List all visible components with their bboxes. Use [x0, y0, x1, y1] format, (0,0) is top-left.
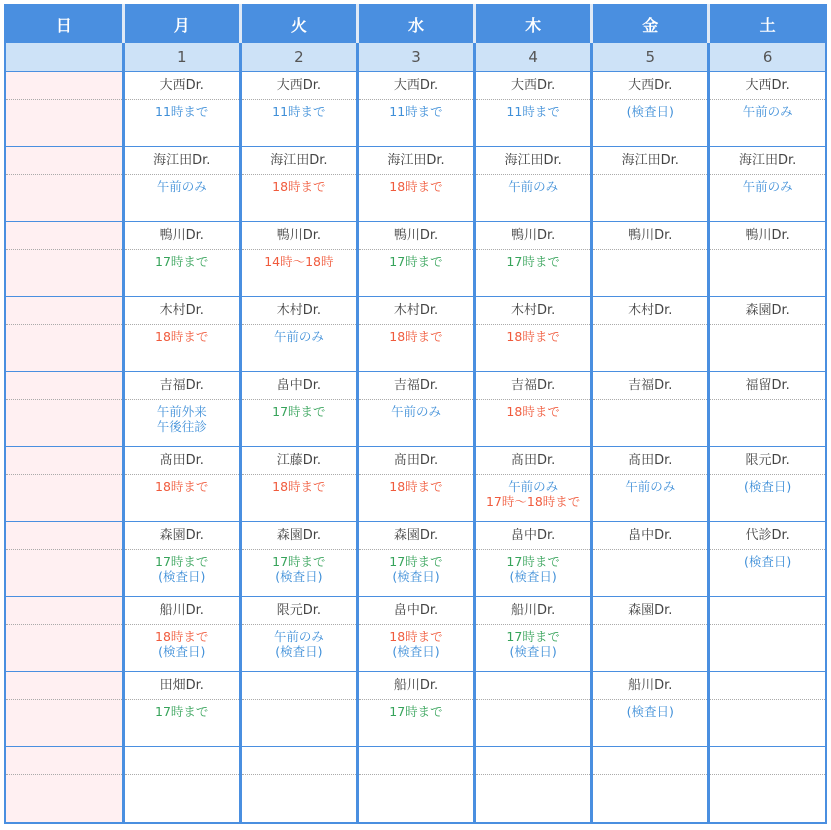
date-row — [5, 43, 826, 72]
hours-note — [242, 250, 356, 269]
schedule-cell — [475, 222, 592, 297]
date-sun — [5, 43, 123, 72]
hours-note-line: (検査日) — [392, 569, 440, 584]
schedule-cell — [475, 72, 592, 147]
schedule-cell — [709, 747, 826, 824]
weekday-header-row — [5, 5, 826, 43]
doctor-name: 船川Dr. — [476, 597, 590, 625]
schedule-cell — [592, 522, 709, 597]
hours-note-line: (検査日) — [392, 644, 440, 659]
doctor-name: 森園Dr. — [125, 522, 239, 550]
hours-note — [125, 475, 239, 494]
doctor-name — [6, 72, 122, 100]
doctor-name — [242, 747, 356, 775]
doctor-name — [6, 447, 122, 475]
schedule-cell — [709, 672, 826, 747]
doctor-name: 大西Dr. — [593, 72, 707, 100]
schedule-cell — [5, 297, 123, 372]
schedule-cell — [357, 372, 474, 447]
schedule-cell — [5, 72, 123, 147]
schedule-cell — [709, 522, 826, 597]
doctor-name — [476, 672, 590, 700]
doctor-name: 森園Dr. — [593, 597, 707, 625]
schedule-cell — [123, 222, 240, 297]
doctor-name: 海江田Dr. — [125, 147, 239, 175]
doctor-name: 吉福Dr. — [359, 372, 473, 400]
hours-note-line: 11時まで — [155, 104, 209, 119]
schedule-cell — [475, 522, 592, 597]
doctor-name: 限元Dr. — [710, 447, 825, 475]
doctor-name — [6, 672, 122, 700]
hours-note-line: 午前のみ — [508, 479, 559, 494]
doctor-name: 代診Dr. — [710, 522, 825, 550]
hours-note — [125, 325, 239, 344]
schedule-cell — [475, 597, 592, 672]
hours-note — [242, 100, 356, 119]
hours-note-line: 17時まで — [155, 554, 209, 569]
weekday-wed: 水 — [357, 5, 474, 43]
hours-note — [359, 175, 473, 194]
hours-note — [242, 475, 356, 494]
hours-note — [242, 400, 356, 419]
doctor-name — [593, 747, 707, 775]
doctor-name: 海江田Dr. — [710, 147, 825, 175]
date-sat: 6 — [709, 43, 826, 72]
schedule-cell — [123, 447, 240, 522]
hours-note-line: 午前外来 — [156, 404, 207, 419]
schedule-cell — [357, 597, 474, 672]
schedule-cell — [357, 747, 474, 824]
hours-note — [359, 700, 473, 719]
hours-note — [710, 475, 825, 494]
schedule-cell — [592, 297, 709, 372]
hours-note — [359, 400, 473, 419]
hours-note — [476, 625, 590, 659]
schedule-cell — [123, 522, 240, 597]
schedule-cell — [123, 597, 240, 672]
schedule-cell — [5, 372, 123, 447]
hours-note — [476, 325, 590, 344]
hours-note — [359, 625, 473, 659]
hours-note — [710, 550, 825, 569]
schedule-cell — [475, 297, 592, 372]
hours-note-line: 午前のみ — [156, 179, 207, 194]
hours-note — [125, 250, 239, 269]
schedule-cell — [123, 672, 240, 747]
schedule-cell — [475, 372, 592, 447]
schedule-cell — [5, 447, 123, 522]
hours-note-line: 14時～18時 — [264, 254, 334, 269]
schedule-cell — [5, 597, 123, 672]
schedule-row — [5, 297, 826, 372]
doctor-name: 畠中Dr. — [359, 597, 473, 625]
schedule-cell — [709, 597, 826, 672]
doctor-name: 畠中Dr. — [593, 522, 707, 550]
hours-note — [125, 550, 239, 584]
schedule-cell — [592, 222, 709, 297]
hours-note-line: 18時まで — [389, 629, 443, 644]
doctor-name: 木村Dr. — [359, 297, 473, 325]
weekday-thu: 木 — [475, 5, 592, 43]
doctor-name — [6, 297, 122, 325]
hours-note-line: 18時まで — [155, 329, 209, 344]
hours-note — [359, 100, 473, 119]
schedule-cell — [709, 297, 826, 372]
doctor-name: 畠中Dr. — [476, 522, 590, 550]
hours-note — [593, 700, 707, 719]
doctor-name: 木村Dr. — [125, 297, 239, 325]
doctor-name: 吉福Dr. — [125, 372, 239, 400]
doctor-name: 髙田Dr. — [593, 447, 707, 475]
hours-note-line: 18時まで — [155, 479, 209, 494]
hours-note — [593, 475, 707, 494]
schedule-cell — [357, 147, 474, 222]
hours-note-line: 午前のみ — [625, 479, 676, 494]
hours-note-line: 18時まで — [389, 179, 443, 194]
schedule-cell — [709, 147, 826, 222]
schedule-cell — [475, 147, 592, 222]
schedule-cell — [240, 447, 357, 522]
schedule-cell — [240, 372, 357, 447]
hours-note — [125, 400, 239, 434]
doctor-name — [6, 747, 122, 775]
schedule-cell — [240, 747, 357, 824]
schedule-cell — [357, 522, 474, 597]
schedule-cell — [5, 522, 123, 597]
schedule-cell — [123, 747, 240, 824]
schedule-cell — [592, 72, 709, 147]
doctor-name: 江藤Dr. — [242, 447, 356, 475]
hours-note — [125, 175, 239, 194]
schedule-cell — [5, 222, 123, 297]
schedule-row — [5, 522, 826, 597]
schedule-cell — [123, 147, 240, 222]
schedule-cell — [357, 297, 474, 372]
schedule-cell — [475, 747, 592, 824]
hours-note-line: 18時まで — [506, 404, 560, 419]
doctor-name: 木村Dr. — [593, 297, 707, 325]
doctor-name: 福留Dr. — [710, 372, 825, 400]
hours-note — [593, 100, 707, 119]
schedule-cell — [123, 372, 240, 447]
schedule-cell — [475, 447, 592, 522]
schedule-cell — [240, 222, 357, 297]
hours-note-line: 17時まで — [506, 254, 560, 269]
hours-note — [476, 400, 590, 419]
hours-note — [359, 250, 473, 269]
hours-note-line: 18時まで — [272, 479, 326, 494]
hours-note-line: 18時まで — [272, 179, 326, 194]
hours-note-line: 18時まで — [389, 479, 443, 494]
schedule-row — [5, 147, 826, 222]
doctor-name: 田畑Dr. — [125, 672, 239, 700]
hours-note-line: (検査日) — [158, 569, 206, 584]
hours-note — [242, 625, 356, 659]
doctor-name: 畠中Dr. — [242, 372, 356, 400]
schedule-cell — [357, 672, 474, 747]
hours-note-line: 17時まで — [506, 554, 560, 569]
date-fri: 5 — [592, 43, 709, 72]
hours-note-line: 午前のみ — [273, 629, 324, 644]
doctor-name — [242, 672, 356, 700]
schedule-cell — [709, 372, 826, 447]
schedule-cell — [357, 222, 474, 297]
schedule-cell — [357, 447, 474, 522]
doctor-name: 髙田Dr. — [476, 447, 590, 475]
hours-note-line: (検査日) — [158, 644, 206, 659]
schedule-cell — [592, 372, 709, 447]
schedule-row — [5, 222, 826, 297]
hours-note — [242, 550, 356, 584]
hours-note — [242, 175, 356, 194]
hours-note-line: (検査日) — [626, 704, 674, 719]
weekday-sun: 日 — [5, 5, 123, 43]
doctor-name — [6, 372, 122, 400]
schedule-cell — [240, 297, 357, 372]
doctor-name: 木村Dr. — [242, 297, 356, 325]
hours-note — [242, 325, 356, 344]
hours-note — [125, 100, 239, 119]
hours-note — [125, 625, 239, 659]
hours-note-line: 17時まで — [272, 404, 326, 419]
hours-note-line: 17時まで — [155, 254, 209, 269]
doctor-name — [476, 747, 590, 775]
hours-note-line: 午前のみ — [742, 179, 793, 194]
hours-note-line: (検査日) — [509, 569, 557, 584]
hours-note — [710, 175, 825, 194]
hours-note — [710, 100, 825, 119]
hours-note — [359, 325, 473, 344]
hours-note — [476, 475, 590, 509]
doctor-name: 鴨川Dr. — [242, 222, 356, 250]
doctor-name — [6, 222, 122, 250]
doctor-name — [359, 747, 473, 775]
schedule-cell — [357, 72, 474, 147]
schedule-cell — [592, 747, 709, 824]
schedule-cell — [592, 672, 709, 747]
doctor-name — [6, 597, 122, 625]
doctor-name — [125, 747, 239, 775]
hours-note-line: 午前のみ — [273, 329, 324, 344]
schedule-table — [4, 4, 827, 824]
doctor-name: 鴨川Dr. — [710, 222, 825, 250]
hours-note-line: 18時まで — [506, 329, 560, 344]
doctor-name: 限元Dr. — [242, 597, 356, 625]
hours-note-line: 午後往診 — [156, 419, 207, 434]
schedule-cell — [592, 147, 709, 222]
hours-note-line: (検査日) — [509, 644, 557, 659]
schedule-cell — [709, 72, 826, 147]
hours-note — [476, 250, 590, 269]
hours-note — [476, 100, 590, 119]
doctor-name: 船川Dr. — [359, 672, 473, 700]
hours-note-line: 17時まで — [389, 554, 443, 569]
doctor-name: 吉福Dr. — [476, 372, 590, 400]
doctor-name: 鴨川Dr. — [476, 222, 590, 250]
hours-note-line: 17時まで — [155, 704, 209, 719]
schedule-cell — [5, 747, 123, 824]
doctor-name — [710, 672, 825, 700]
hours-note-line: 午前のみ — [390, 404, 441, 419]
doctor-name: 木村Dr. — [476, 297, 590, 325]
hours-note-line: (検査日) — [744, 479, 792, 494]
hours-note-line: 午前のみ — [742, 104, 793, 119]
doctor-name: 船川Dr. — [125, 597, 239, 625]
doctor-name: 鴨川Dr. — [359, 222, 473, 250]
schedule-cell — [5, 672, 123, 747]
doctor-name: 大西Dr. — [476, 72, 590, 100]
doctor-name — [6, 147, 122, 175]
date-wed: 3 — [357, 43, 474, 72]
schedule-cell — [5, 147, 123, 222]
schedule-cell — [123, 72, 240, 147]
hours-note-line: 17時まで — [506, 629, 560, 644]
doctor-name: 吉福Dr. — [593, 372, 707, 400]
doctor-name: 大西Dr. — [242, 72, 356, 100]
hours-note-line: (検査日) — [275, 569, 323, 584]
doctor-name: 森園Dr. — [710, 297, 825, 325]
doctor-name: 鴨川Dr. — [125, 222, 239, 250]
date-mon: 1 — [123, 43, 240, 72]
schedule-cell — [709, 447, 826, 522]
hours-note-line: (検査日) — [744, 554, 792, 569]
schedule-cell — [240, 522, 357, 597]
hours-note-line: 17時まで — [389, 704, 443, 719]
hours-note-line: (検査日) — [626, 104, 674, 119]
schedule-row — [5, 672, 826, 747]
hours-note — [125, 700, 239, 719]
hours-note-line: 18時まで — [155, 629, 209, 644]
hours-note — [476, 550, 590, 584]
schedule-cell — [592, 447, 709, 522]
doctor-name: 大西Dr. — [710, 72, 825, 100]
schedule-cell — [475, 672, 592, 747]
doctor-name: 船川Dr. — [593, 672, 707, 700]
date-thu: 4 — [475, 43, 592, 72]
hours-note-line: 17時～18時まで — [485, 494, 581, 509]
schedule-row — [5, 72, 826, 147]
doctor-name: 海江田Dr. — [476, 147, 590, 175]
doctor-name: 大西Dr. — [359, 72, 473, 100]
hours-note-line: (検査日) — [275, 644, 323, 659]
schedule-row — [5, 447, 826, 522]
doctor-name: 鴨川Dr. — [593, 222, 707, 250]
weekday-tue: 火 — [240, 5, 357, 43]
schedule-cell — [709, 222, 826, 297]
schedule-cell — [240, 597, 357, 672]
hours-note-line: 17時まで — [272, 554, 326, 569]
hours-note-line: 11時まで — [272, 104, 326, 119]
schedule-cell — [240, 672, 357, 747]
doctor-schedule — [4, 4, 827, 825]
hours-note-line: 17時まで — [389, 254, 443, 269]
weekday-fri: 金 — [592, 5, 709, 43]
doctor-name: 森園Dr. — [242, 522, 356, 550]
doctor-name: 森園Dr. — [359, 522, 473, 550]
schedule-cell — [123, 297, 240, 372]
doctor-name: 大西Dr. — [125, 72, 239, 100]
doctor-name — [710, 597, 825, 625]
hours-note — [359, 475, 473, 494]
date-tue: 2 — [240, 43, 357, 72]
doctor-name: 海江田Dr. — [593, 147, 707, 175]
doctor-name: 髙田Dr. — [359, 447, 473, 475]
schedule-row — [5, 372, 826, 447]
doctor-name — [710, 747, 825, 775]
schedule-cell — [240, 147, 357, 222]
hours-note-line: 11時まで — [389, 104, 443, 119]
weekday-sat: 土 — [709, 5, 826, 43]
schedule-row — [5, 747, 826, 824]
doctor-name: 海江田Dr. — [359, 147, 473, 175]
hours-note-line: 11時まで — [506, 104, 560, 119]
weekday-mon: 月 — [123, 5, 240, 43]
schedule-row — [5, 597, 826, 672]
doctor-name: 海江田Dr. — [242, 147, 356, 175]
doctor-name — [6, 522, 122, 550]
hours-note-line: 午前のみ — [508, 179, 559, 194]
schedule-cell — [240, 72, 357, 147]
schedule-cell — [592, 597, 709, 672]
hours-note — [359, 550, 473, 584]
hours-note-line: 18時まで — [389, 329, 443, 344]
doctor-name: 髙田Dr. — [125, 447, 239, 475]
hours-note — [476, 175, 590, 194]
